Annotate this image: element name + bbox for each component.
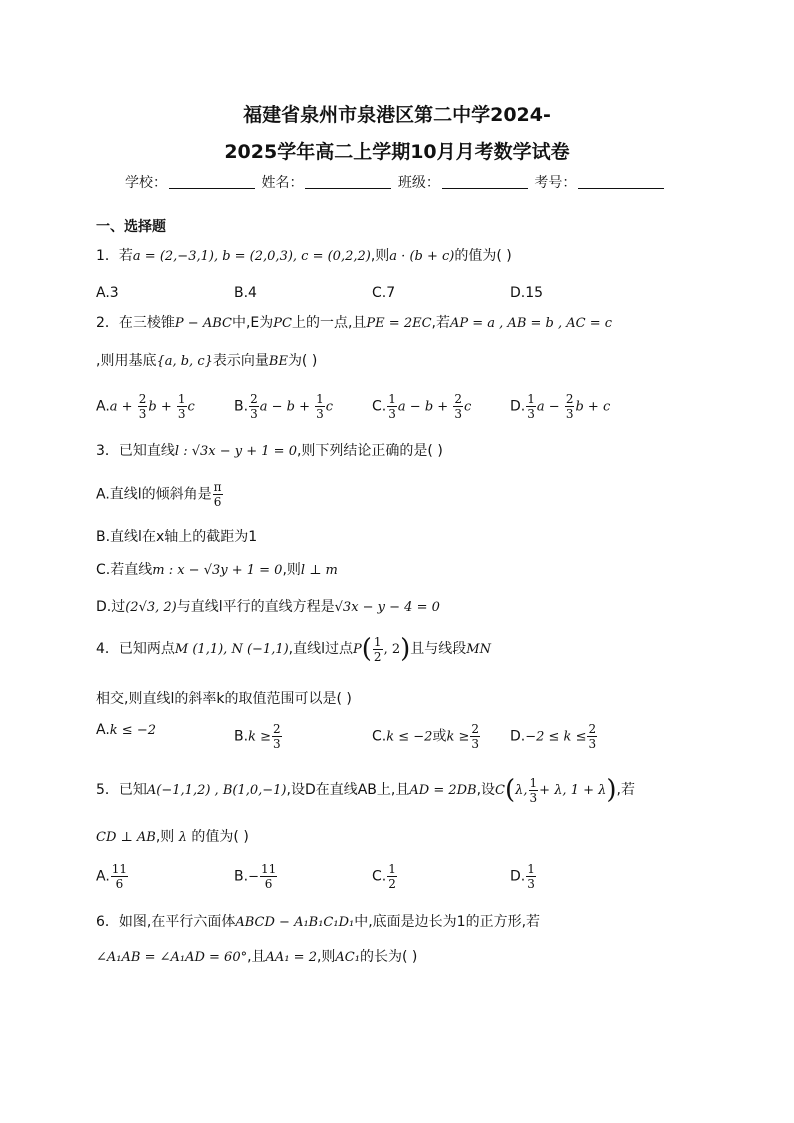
- school-label: 学校：: [125, 175, 167, 191]
- exam-title-line2: 2025学年高二上学期10月月考数学试卷: [224, 141, 570, 163]
- question-4-line2: 相交,则直线l的斜率k的取值范围可以是( ): [96, 691, 352, 707]
- q4-option-a: A.k ≤ −2: [96, 722, 156, 738]
- q3-option-c: C.若直线m : x − √3y + 1 = 0,则l ⊥ m: [96, 562, 338, 578]
- q2-option-c: C. $\frac{1}{3}$ a − b + $\frac{2}{3}$ c: [372, 392, 472, 421]
- q2-vector-defs: AP = a , AB = b , AC = c: [449, 316, 613, 331]
- question-3: 3．已知直线l : √3x − y + 1 = 0,则下列结论正确的是( ): [96, 443, 443, 459]
- name-blank: [305, 176, 391, 189]
- question-6-line2: ∠A₁AB = ∠A₁AD = 60°,且AA₁ = 2,则AC₁的长为( ): [96, 949, 418, 965]
- q1-option-c: C.7: [372, 285, 396, 301]
- student-info-row: [125, 172, 666, 192]
- q4-option-b: B.k ≥ $\frac{2}{3}$: [234, 722, 281, 751]
- exam-number-label: 考号：: [534, 175, 577, 191]
- question-5: 5．已知A(−1,1,2) , B(1,0,−1),设D在直线AB上,且AD = 2DB,设C(λ, $\frac{1}{3}$ + λ, 1 + λ),若: [96, 775, 635, 805]
- q1-option-b: B.4: [234, 285, 257, 301]
- question-5-line2: CD ⊥ AB,则 λ 的值为( ): [96, 829, 249, 845]
- question-4: 4．已知两点M (1,1), N (−1,1),直线l过点P( $\frac{1}{2}$ , 2)且与线段MN: [96, 634, 491, 664]
- q5-option-b: B.− $\frac{11}{6}$: [234, 862, 277, 891]
- q2-option-d: D. $\frac{1}{3}$ a − $\frac{2}{3}$ b + c: [510, 392, 611, 421]
- q4-option-c: C.k ≤ −2或k ≥ $\frac{2}{3}$: [372, 722, 479, 751]
- question-1: 1．若a = (2,−3,1), b = (2,0,3), c = (0,2,2),则a · (b + c)的值为( ): [96, 248, 512, 264]
- q4-option-d: D.−2 ≤ k ≤ $\frac{2}{3}$: [510, 722, 597, 751]
- q1-option-a: A.3: [96, 285, 119, 301]
- q1-option-d: D.15: [510, 285, 544, 301]
- name-label: 姓名：: [261, 175, 304, 191]
- q3-option-a: A.直线l的倾斜角是 $\frac{\pi}{6}$: [96, 480, 222, 509]
- exam-title-line1: 福建省泉州市泉港区第二中学2024-: [243, 104, 551, 126]
- class-label: 班级：: [397, 175, 440, 191]
- q2-option-a: A.a + $\frac{2}{3}$ b + $\frac{1}{3}$ c: [96, 392, 195, 421]
- q5-option-d: D. $\frac{1}{3}$: [510, 862, 535, 891]
- question-2-line2: ,则用基底{a, b, c}表示向量BE为( ): [96, 353, 318, 369]
- q5-option-c: C. $\frac{1}{2}$: [372, 862, 396, 891]
- school-blank: [169, 176, 255, 189]
- q3-line-equation: l : √3x − y + 1 = 0: [174, 444, 297, 459]
- q3-option-b: B.直线l在x轴上的截距为1: [96, 529, 258, 545]
- q5-option-a: A. $\frac{11}{6}$: [96, 862, 128, 891]
- q1-vectors: a = (2,−3,1), b = (2,0,3), c = (0,2,2): [132, 249, 371, 264]
- question-6: 6．如图,在平行六面体ABCD − A₁B₁C₁D₁中,底面是边长为1的正方形,若: [96, 914, 541, 930]
- q3-option-d: D.过(2√3, 2)与直线l平行的直线方程是√3x − y − 4 = 0: [96, 599, 440, 615]
- class-blank: [442, 176, 528, 189]
- q2-option-b: B. $\frac{2}{3}$ a − b + $\frac{1}{3}$ c: [234, 392, 334, 421]
- exam-number-blank: [578, 176, 664, 189]
- question-2: 2．在三棱锥P − ABC中,E为PC上的一点,且PE = 2EC,若AP = a , AB = b , AC = c: [96, 315, 613, 331]
- q1-expression: a · (b + c): [389, 249, 455, 264]
- section-heading: 一、选择题: [96, 219, 166, 235]
